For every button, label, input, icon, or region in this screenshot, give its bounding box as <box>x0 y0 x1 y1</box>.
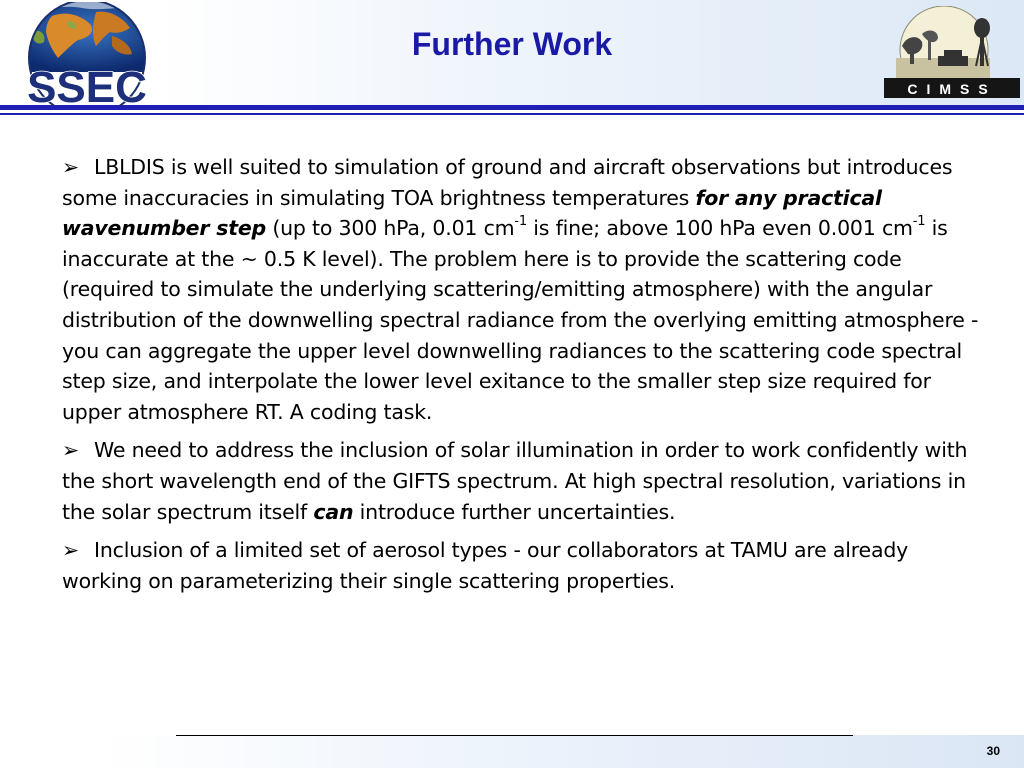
slide-title: Further Work <box>411 26 613 62</box>
superscript: -1 <box>912 214 926 230</box>
emphasis-text: can <box>313 499 354 524</box>
svg-text:CIMSS: CIMSS <box>907 81 997 97</box>
emphasis-text: for any practical wavenumber step <box>62 185 882 241</box>
bullet-item <box>62 535 982 596</box>
bullet-text: is inaccurate at the ~ 0.5 K level). The problem here is to provide the scattering code (required to simulate the underlying scattering/emitting atmosphere) with the angular distribution of the downwelling spectral radiance from the overlying emitting atmosphere - you can aggregate the upper level downwelling radiances to the scattering code spectral step size, and interpolate the lower level exitance to the smaller step size required for upper atmosphere RT. A coding task. <box>62 216 979 424</box>
bullet-item <box>62 435 982 527</box>
bullet-text: We need to address the inclusion of solar illumination in order to work confidently with the short wavelength end of the GIFTS spectrum. At high spectral resolution, variations in the solar spectrum itself <box>62 438 968 524</box>
bullet-text: introduce further uncertainties. <box>353 499 676 524</box>
bullet-text: LBLDIS is well suited to simulation of ground and aircraft observations but introduces some inaccuracies in simulating TOA brightness temperatures <box>62 155 953 210</box>
arrow-bullet-icon: ➢ <box>62 438 79 463</box>
page-number: 30 <box>986 744 1000 758</box>
header-rule-thin <box>0 113 1024 115</box>
superscript: -1 <box>514 214 527 230</box>
bullet-item <box>62 152 982 427</box>
footer-background <box>0 735 1024 768</box>
arrow-bullet-icon: ➢ <box>62 155 79 179</box>
footer-rule <box>176 735 853 736</box>
bullet-list <box>62 152 982 604</box>
arrow-bullet-icon: ➢ <box>62 538 79 563</box>
bullet-text: (up to 300 hPa, 0.01 cm <box>266 216 515 241</box>
bullet-text: Inclusion of a limited set of aerosol types - our collaborators at TAMU are already working on parameterizing their single scattering properties. <box>62 538 909 593</box>
bullet-text: is fine; above 100 hPa even 0.001 cm <box>526 216 913 241</box>
svg-text:SSEC: SSEC <box>27 63 147 106</box>
